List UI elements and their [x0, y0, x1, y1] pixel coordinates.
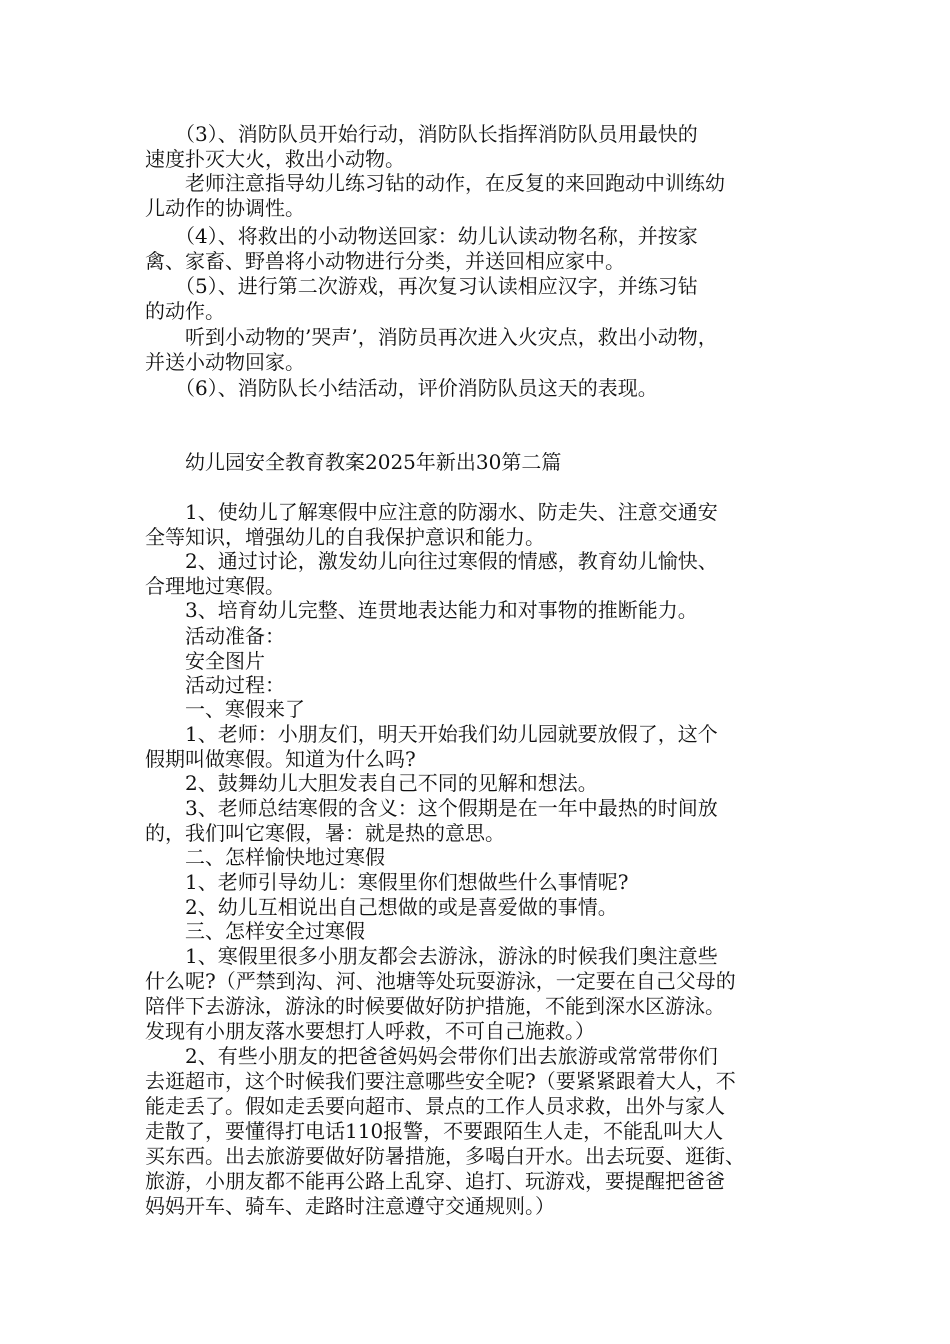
text-line: 3、培育幼儿完整、连贯地表达能力和对事物的推断能力。 [145, 598, 698, 622]
text-line: 1、老师引导幼儿：寒假里你们想做些什么事情呢? [145, 870, 629, 894]
paragraph-preparation-heading [145, 624, 825, 649]
text-line: 儿动作的协调性。 [145, 196, 305, 220]
text-line: 什么呢?（严禁到沟、河、池塘等处玩耍游泳，一定要在自己父母的 [145, 969, 736, 993]
text-line: （6）、消防队长小结活动，评价消防队员这天的表现。 [145, 376, 658, 400]
paragraph-part-3-heading [145, 919, 825, 944]
paragraph-step-4 [145, 224, 825, 274]
text-line: 2、鼓舞幼儿大胆发表自己不同的见解和想法。 [145, 771, 598, 795]
paragraph-preparation-item [145, 649, 825, 674]
paragraph-step-3 [145, 122, 825, 172]
text-line: 老师注意指导幼儿练习钻的动作，在反复的来回跑动中训练幼 [145, 171, 725, 195]
text-line: 陪伴下去游泳，游泳的时候要做好防护措施，不能到深水区游泳。 [145, 994, 725, 1018]
text-line: 发现有小朋友落水要想打人呼救，不可自己施救。） [145, 1019, 595, 1043]
paragraph-part-1-item-1 [145, 722, 825, 772]
paragraph-part-2-item-2 [145, 895, 825, 920]
paragraph-part-3-item-2 [145, 1044, 825, 1219]
text-line: 的动作。 [145, 299, 225, 323]
text-line: 三、怎样安全过寒假 [145, 919, 365, 943]
text-line: 妈妈开车、骑车、走路时注意遵守交通规则。） [145, 1194, 555, 1218]
text-line: 2、有些小朋友的把爸爸妈妈会带你们出去旅游或常常带你们 [145, 1044, 718, 1068]
text-line: 一、寒假来了 [145, 697, 305, 721]
paragraph-part-1-item-2 [145, 771, 825, 796]
text-line: 能走丢了。假如走丢要向超市、景点的工作人员求救，出外与家人 [145, 1094, 725, 1118]
paragraph-part-1-item-3 [145, 796, 825, 846]
text-line: 去逛超市，这个时候我们要注意哪些安全呢?（要紧紧跟着大人，不 [145, 1069, 736, 1093]
text-line: 3、老师总结寒假的含义：这个假期是在一年中最热的时间放 [145, 796, 718, 820]
text-line: 1、寒假里很多小朋友都会去游泳，游泳的时候我们奥注意些 [145, 944, 718, 968]
text-line: 走散了，要懂得打电话110报警，不要跟陌生人走，不能乱叫大人 [145, 1119, 724, 1143]
text-line: 二、怎样愉快地过寒假 [145, 845, 385, 869]
paragraph-part-2-heading [145, 845, 825, 870]
text-line: 1、老师：小朋友们，明天开始我们幼儿园就要放假了，这个 [145, 722, 718, 746]
paragraph-part-2-item-1 [145, 870, 825, 895]
paragraph-goal-3 [145, 598, 825, 623]
text-line: 的，我们叫它寒假，暑：就是热的意思。 [145, 821, 505, 845]
paragraph-goal-1 [145, 500, 825, 550]
text-line: 1、使幼儿了解寒假中应注意的防溺水、防走失、注意交通安 [145, 500, 718, 524]
paragraph-part-1-heading [145, 697, 825, 722]
text-line: 假期叫做寒假。知道为什么吗? [145, 747, 416, 771]
text-line: 活动准备： [145, 624, 285, 648]
paragraph-crying-sound [145, 325, 825, 375]
section-title [145, 450, 825, 475]
paragraph-process-heading [145, 673, 825, 698]
text-line: 活动过程： [145, 673, 285, 697]
text-line: 速度扑灭大火，救出小动物。 [145, 147, 405, 171]
paragraph-goal-2 [145, 549, 825, 599]
text-line: 安全图片 [145, 649, 265, 673]
text-line: 幼儿园安全教育教案2025年新出30第二篇 [145, 450, 562, 474]
text-line: 2、通过讨论，激发幼儿向往过寒假的情感，教育幼儿愉快、 [145, 549, 718, 573]
text-line: 并送小动物回家。 [145, 350, 305, 374]
text-line: 旅游，小朋友都不能再公路上乱穿、追打、玩游戏，要提醒把爸爸 [145, 1169, 725, 1193]
paragraph-part-3-item-1 [145, 944, 825, 1044]
paragraph-step-6 [145, 376, 825, 401]
text-line: 听到小动物的’哭声’，消防员再次进入火灾点，救出小动物， [145, 325, 718, 349]
text-line: 禽、家畜、野兽将小动物进行分类，并送回相应家中。 [145, 249, 625, 273]
text-line: （4）、将救出的小动物送回家：幼儿认读动物名称，并按家 [145, 224, 698, 248]
paragraph-teacher-note [145, 171, 825, 221]
text-line: （3）、消防队员开始行动，消防队长指挥消防队员用最快的 [145, 122, 698, 146]
text-line: 合理地过寒假。 [145, 574, 285, 598]
text-line: 全等知识，增强幼儿的自我保护意识和能力。 [145, 525, 545, 549]
paragraph-step-5 [145, 274, 825, 324]
text-line: 买东西。出去旅游要做好防暑措施，多喝白开水。出去玩耍、逛街、 [145, 1144, 745, 1168]
text-line: 2、幼儿互相说出自己想做的或是喜爱做的事情。 [145, 895, 618, 919]
text-line: （5）、进行第二次游戏，再次复习认读相应汉字，并练习钻 [145, 274, 698, 298]
